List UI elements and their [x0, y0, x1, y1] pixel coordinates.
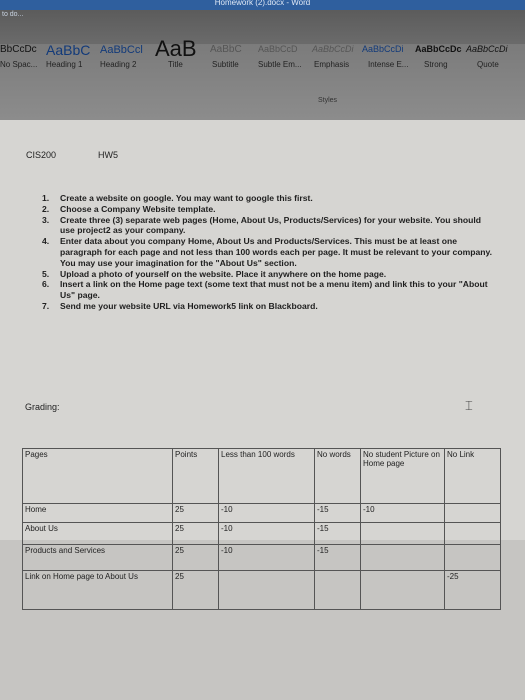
table-cell: 25	[173, 523, 219, 545]
table-cell	[445, 504, 501, 523]
list-text: Create three (3) separate web pages (Home, About Us, Products/Services) for your website. You should use project2 as your company.	[60, 214, 482, 236]
list-number: 4.	[42, 236, 50, 247]
list-item	[38, 193, 493, 204]
table-cell	[315, 570, 361, 609]
assignment-title: HW5	[98, 150, 118, 160]
style-preview-subtle-emphasis[interactable]: AaBbCcD	[258, 44, 298, 54]
styles-gallery	[0, 36, 525, 120]
style-preview-heading2[interactable]: AaBbCcl	[100, 44, 143, 56]
style-preview-quote[interactable]: AaBbCcDi	[466, 44, 508, 54]
style-preview-heading1[interactable]: AaBbC	[46, 42, 91, 58]
list-text: Insert a link on the Home page text (some text that must not be a menu item) and link this to your "About Us" page.	[60, 279, 488, 301]
title-bar	[0, 0, 525, 10]
table-row	[23, 504, 501, 523]
style-label-subtle-emphasis[interactable]: Subtle Em...	[258, 60, 302, 69]
table-cell: -25	[445, 570, 501, 609]
table-cell	[219, 570, 315, 609]
table-cell	[445, 523, 501, 545]
style-label-emphasis[interactable]: Emphasis	[314, 60, 350, 69]
style-preview-title[interactable]: AaB	[155, 36, 197, 61]
table-header-row	[23, 449, 501, 504]
header-less-than-100: Less than 100 words	[219, 449, 315, 504]
style-label-heading1[interactable]: Heading 1	[46, 60, 83, 69]
list-item	[38, 204, 493, 215]
list-text: Send me your website URL via Homework5 link on Blackboard.	[60, 300, 318, 311]
table-cell: 25	[173, 545, 219, 571]
style-label-no-spacing[interactable]: No Spac...	[0, 60, 38, 69]
list-number: 5.	[42, 268, 50, 279]
style-preview-emphasis[interactable]: AaBbCcDi	[312, 44, 354, 54]
style-label-title[interactable]: Title	[168, 60, 183, 69]
table-cell: -15	[315, 545, 361, 571]
table-cell	[361, 523, 445, 545]
header-no-words: No words	[315, 449, 361, 504]
style-label-heading2[interactable]: Heading 2	[100, 60, 137, 69]
table-row	[23, 545, 501, 571]
table-cell: -10	[361, 504, 445, 523]
header-no-picture: No student Picture on Home page	[361, 449, 445, 504]
list-item	[38, 301, 493, 312]
list-number: 1.	[42, 193, 50, 203]
style-label-quote[interactable]: Quote	[477, 60, 499, 69]
list-text: Upload a photo of yourself on the website. Place it anywhere on the home page.	[60, 268, 387, 279]
list-number: 7.	[42, 300, 50, 311]
style-preview-subtitle[interactable]: AaBbC	[210, 44, 242, 55]
table-cell: -15	[315, 523, 361, 545]
list-item	[38, 215, 493, 237]
table-cell	[361, 545, 445, 571]
table-cell: -10	[219, 545, 315, 571]
list-item	[38, 279, 493, 301]
styles-group-label: Styles	[318, 97, 338, 104]
style-preview-no-spacing[interactable]: BbCcDc	[0, 44, 37, 55]
table-cell	[361, 570, 445, 609]
grading-label: Grading:	[25, 402, 60, 412]
table-cell: -10	[219, 523, 315, 545]
table-cell: -15	[315, 504, 361, 523]
list-number: 3.	[42, 214, 50, 225]
header-no-link: No Link	[445, 449, 501, 504]
table-cell: -10	[219, 504, 315, 523]
table-cell: Products and Services	[23, 545, 173, 571]
table-cell: About Us	[23, 523, 173, 545]
style-label-strong[interactable]: Strong	[424, 60, 448, 69]
style-preview-intense-emphasis[interactable]: AaBbCcDi	[362, 44, 404, 54]
list-text: Enter data about you company Home, About Us and Products/Services. This must be at least one paragraph for each page and not less than 100 words each per page. It must be relevant to your company. You may use your imagination for the "About Us" section.	[60, 236, 493, 268]
text-cursor-icon: ⌶	[465, 398, 473, 413]
style-preview-strong[interactable]: AaBbCcDc	[415, 44, 462, 54]
grading-table	[22, 448, 501, 610]
style-label-subtitle[interactable]: Subtitle	[212, 60, 239, 69]
style-label-intense-emphasis[interactable]: Intense E...	[368, 60, 409, 69]
table-cell	[445, 545, 501, 571]
list-number: 6.	[42, 279, 50, 290]
header-points: Points	[173, 449, 219, 504]
course-code: CIS200	[26, 150, 57, 160]
table-cell: Home	[23, 504, 173, 523]
table-row	[23, 523, 501, 545]
table-cell: 25	[173, 570, 219, 609]
list-text: Create a website on google. You may want to google this first.	[60, 193, 313, 203]
header-pages: Pages	[23, 449, 173, 504]
window-title: Homework (2).docx - Word	[214, 0, 311, 7]
table-cell: Link on Home page to About Us	[23, 570, 173, 609]
list-item	[38, 236, 493, 268]
todo-label: to do...	[2, 11, 24, 18]
list-item	[38, 269, 493, 280]
list-number: 2.	[42, 203, 50, 214]
list-text: Choose a Company Website template.	[60, 203, 216, 214]
table-cell: 25	[173, 504, 219, 523]
table-row	[23, 570, 501, 609]
instruction-list	[38, 193, 493, 312]
